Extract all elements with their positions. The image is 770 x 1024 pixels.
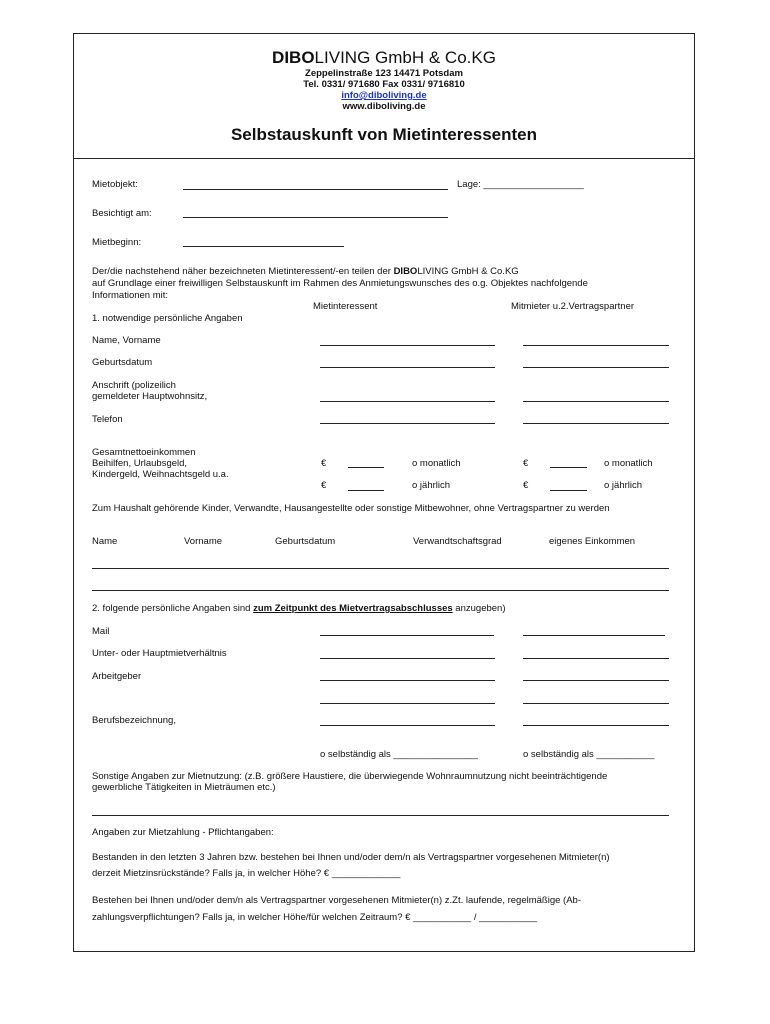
household-col-firstname: Vorname — [184, 536, 223, 547]
mail-label: Mail — [92, 626, 110, 637]
payment-question-2-line-1: Bestehen bei Ihnen und/oder dem/n als Vertragspartner vorgesehenen Mitmieter(n) z.Zt. laufende, regelmäßige (Ab- — [92, 895, 581, 906]
job-field-cotenant[interactable] — [523, 725, 669, 726]
employer-field-cotenant[interactable] — [523, 680, 669, 681]
household-col-income: eigenes Einkommen — [549, 536, 636, 547]
mietobjekt-field[interactable] — [183, 189, 448, 190]
birthdate-field-tenant[interactable] — [320, 367, 495, 368]
company-name: DIBOLIVING GmbH & Co.KG — [272, 48, 496, 67]
income-monthly-field-cotenant[interactable] — [550, 467, 587, 468]
section-1-title: 1. notwendige persönliche Angaben — [92, 313, 243, 324]
household-col-relation: Verwandtschaftsgrad — [413, 536, 502, 547]
company-phone: Tel. 0331/ 971680 Fax 0331/ 9716810 — [303, 79, 465, 90]
employer-label: Arbeitgeber — [92, 671, 142, 682]
income-yearly-field-cotenant[interactable] — [550, 490, 587, 491]
page-title: Selbstauskunft von Mietinteressenten — [230, 125, 538, 144]
besichtigt-label: Besichtigt am: — [92, 208, 152, 219]
address-field-tenant[interactable] — [320, 401, 495, 402]
household-row-field[interactable] — [92, 568, 669, 569]
job-field-tenant[interactable] — [320, 725, 495, 726]
phone-field-tenant[interactable] — [320, 423, 495, 424]
birthdate-label: Geburtsdatum — [92, 357, 153, 368]
self-employed-option-tenant[interactable]: o selbständig als ________________ — [320, 749, 478, 760]
address-label-2: gemeldeter Hauptwohnsitz, — [92, 391, 208, 402]
yearly-option-tenant[interactable]: o jährlich — [412, 480, 451, 491]
lage-field[interactable]: Lage: ___________________ — [457, 179, 584, 190]
income-monthly-field-tenant[interactable] — [348, 467, 384, 468]
mietobjekt-label: Mietobjekt: — [92, 179, 138, 190]
address-label-1: Anschrift (polizeilich — [92, 380, 176, 391]
company-email-link[interactable]: info@diboliving.de — [341, 90, 427, 101]
employer-field-tenant-2[interactable] — [320, 703, 495, 704]
household-col-birthdate: Geburtsdatum — [275, 536, 336, 547]
income-label-1: Gesamtnettoeinkommen — [92, 447, 196, 458]
income-label-2: Beihilfen, Urlaubsgeld, — [92, 458, 188, 469]
employer-field-cotenant-2[interactable] — [523, 703, 669, 704]
tenancy-field-tenant[interactable] — [320, 658, 495, 659]
other-info-field[interactable] — [92, 815, 669, 816]
column-header-tenant: Mietinteressent — [313, 301, 378, 312]
mail-field-tenant[interactable] — [320, 635, 494, 636]
section-2-title: 2. folgende persönliche Angaben sind zum Zeitpunkt des Mietvertragsabschlusses anzugeben) — [92, 603, 506, 614]
phone-label: Telefon — [92, 414, 123, 425]
tenancy-field-cotenant[interactable] — [523, 658, 669, 659]
household-col-name: Name — [92, 536, 118, 547]
address-field-cotenant[interactable] — [523, 401, 669, 402]
intro-line-2: auf Grundlage einer freiwilligen Selbstauskunft im Rahmen des Anmietungswunsches des o.g. Objektes nachfolgende — [92, 278, 588, 289]
other-info-line-2: gewerbliche Tätigkeiten in Mieträumen etc.) — [92, 782, 276, 793]
intro-line-1: Der/die nachstehend näher bezeichneten Mietinteressent/-en teilen der DIBOLIVING GmbH & Co.KG — [92, 266, 519, 277]
mail-field-cotenant[interactable] — [523, 635, 665, 636]
phone-field-cotenant[interactable] — [523, 423, 669, 424]
mietbeginn-field[interactable] — [183, 246, 344, 247]
payment-question-2-line-2[interactable]: zahlungsverpflichtungen? Falls ja, in welcher Höhe/für welchen Zeitraum? € ___________ / ___________ — [92, 912, 538, 923]
income-yearly-field-tenant[interactable] — [348, 490, 384, 491]
yearly-option-cotenant[interactable]: o jährlich — [604, 480, 643, 491]
company-website: www.diboliving.de — [342, 101, 426, 112]
monthly-option-cotenant[interactable]: o monatlich — [604, 458, 653, 469]
payment-question-1-line-2[interactable]: derzeit Mietzinsrückstände? Falls ja, in welcher Höhe? € _____________ — [92, 868, 401, 879]
household-row-field[interactable] — [92, 590, 669, 591]
birthdate-field-cotenant[interactable] — [523, 367, 669, 368]
job-label: Berufsbezeichnung, — [92, 715, 176, 726]
intro-line-3: Informationen mit: — [92, 290, 169, 301]
name-label: Name, Vorname — [92, 335, 161, 346]
euro-sign: € — [523, 480, 529, 491]
household-text: Zum Haushalt gehörende Kinder, Verwandte, Hausangestellte oder sonstige Mitbewohner, ohne Vertragspartner zu werden — [92, 503, 610, 514]
monthly-option-tenant[interactable]: o monatlich — [412, 458, 461, 469]
tenancy-label: Unter- oder Hauptmietverhältnis — [92, 648, 227, 659]
company-street: Zeppelinstraße 123 14471 Potsdam — [305, 68, 463, 79]
payment-question-1-line-1: Bestanden in den letzten 3 Jahren bzw. bestehen bei Ihnen und/oder dem/n als Vertragspartner vorgesehenen Mitmieter(n) — [92, 852, 610, 863]
euro-sign: € — [523, 458, 529, 469]
mietbeginn-label: Mietbeginn: — [92, 237, 142, 248]
payment-title: Angaben zur Mietzahlung - Pflichtangaben: — [92, 827, 274, 838]
besichtigt-field[interactable] — [183, 217, 448, 218]
employer-field-tenant[interactable] — [320, 680, 495, 681]
column-header-cotenant: Mitmieter u.2.Vertragspartner — [511, 301, 635, 312]
header-divider — [73, 158, 695, 159]
euro-sign: € — [321, 458, 327, 469]
euro-sign: € — [321, 480, 327, 491]
name-field-tenant[interactable] — [320, 345, 495, 346]
self-employed-option-cotenant[interactable]: o selbständig als ___________ — [523, 749, 655, 760]
income-label-3: Kindergeld, Weihnachtsgeld u.a. — [92, 469, 229, 480]
name-field-cotenant[interactable] — [523, 345, 669, 346]
other-info-line-1: Sonstige Angaben zur Mietnutzung: (z.B. größere Haustiere, die überwiegende Wohnraumnutzung nicht beeinträchtigende — [92, 771, 608, 782]
